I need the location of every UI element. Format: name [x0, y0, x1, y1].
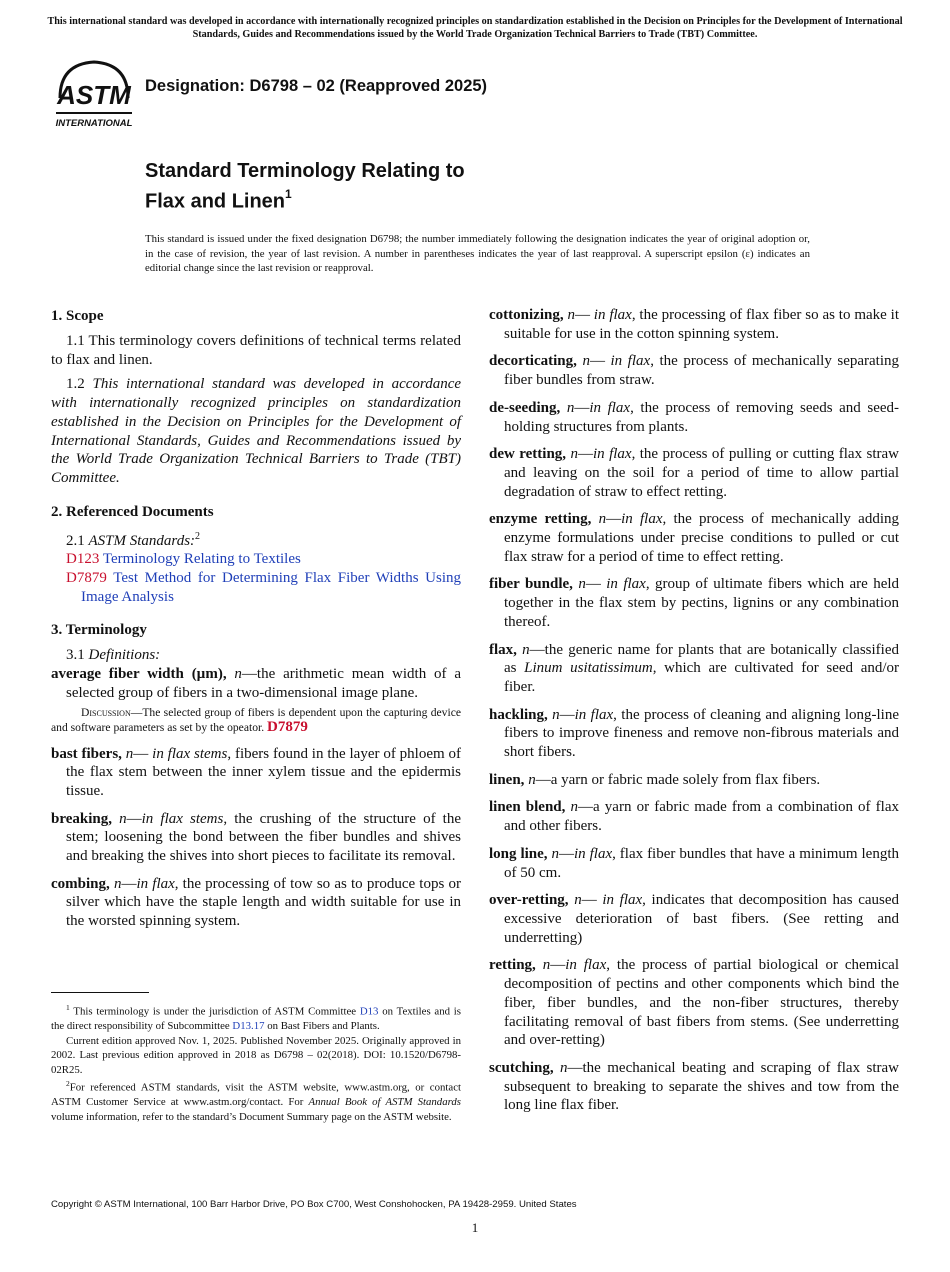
definition-text: , the process of removing seeds and seed-holding structures from plants.	[504, 399, 900, 435]
definition-text: , which are cultivated for seed and/or fiber.	[504, 660, 900, 695]
part-of-speech: n	[578, 576, 586, 593]
definition-text: , the crushing of the structure of the stem; loosening the bond between the fiber bundles and shives and breaking the shives into short pieces to facilitate its removal.	[66, 810, 462, 865]
part-of-speech: n	[119, 810, 127, 827]
page-title: Standard Terminology Relating to Flax and Linen$^1$	[145, 160, 465, 213]
scope-1-2: 1.2 This international standard was developed in accordance with internationally recognized principles on standardization established in the Decision on Principles for the Development of International Standards, Guides and Recommendations issued by the World Trade Organization Technical Barriers to Trade (TBT) Committee.	[51, 376, 462, 486]
part-of-speech: n	[125, 745, 134, 762]
part-of-speech: n	[551, 845, 559, 862]
definition-item	[489, 575, 899, 631]
part-of-speech: n	[598, 511, 607, 528]
definition-lead: —	[574, 307, 594, 323]
definition-term: linen blend,	[489, 799, 566, 816]
definition-lead: —a yarn or fabric made solely from flax fibers.	[535, 771, 821, 788]
definition-item	[489, 891, 899, 947]
page-number: 1	[471, 1220, 479, 1235]
definition-context: in flax stems	[152, 745, 228, 762]
part-of-speech: n	[542, 957, 551, 974]
definition-item	[489, 706, 899, 762]
definition-context: in flax	[593, 307, 632, 323]
definition-text: , the process of mechanically separating fiber bundles from straw.	[504, 353, 900, 389]
definition-context: in flax	[574, 706, 614, 723]
part-of-speech: n	[560, 1059, 568, 1076]
definition-item	[489, 445, 899, 501]
section-heading-scope: 1. Scope	[51, 308, 104, 324]
footnote-2: $^2$For referenced ASTM standards, visit the ASTM website, www.astm.org, or contact ASTM Customer Service at www.astm.org/contact. For Annual Book of ASTM Standards volume information, refer to the standard’s Document Summary page on the ASTM website.	[51, 1079, 461, 1123]
definition-lead: —	[578, 446, 593, 463]
definition-lead: —	[581, 892, 603, 909]
definition-context: in flax	[602, 892, 643, 909]
definition-text: , fibers found in the layer of phloem of the flax stem between the inner xylem tissue and the epidermis tissue.	[66, 745, 462, 799]
definition-context: in flax	[610, 353, 651, 370]
copyright: Copyright © ASTM International, 100 Barr Harbor Drive, PO Box C700, West Conshohocken, PA 19428-2959. United States	[51, 1199, 577, 1210]
definition-text: , the process of pulling or cutting flax straw and leaving on the soil for a period of time to allow partial degradation of straw to effect retting.	[504, 446, 900, 500]
definition-text: , the process of mechanically adding enzyme formulations under precise conditions to pulled or cut flax straw for a period of time to effect retting.	[504, 511, 899, 565]
definition-term: long line,	[489, 845, 548, 862]
definition-item	[489, 771, 899, 790]
part-of-speech: n	[574, 892, 582, 909]
footnote-1: $^1$ This terminology is under the jurisdiction of ASTM Committee D13 on Textiles and is the direct responsibility of Subcommittee D13.17 on Bast Fibers and Plants.	[51, 1003, 461, 1033]
definition-context: in flax	[565, 957, 607, 974]
section-heading-referenced: 2. Referenced Documents	[51, 503, 214, 520]
definition-context: Linum usitatissimum	[524, 660, 653, 677]
part-of-speech: n	[566, 399, 575, 416]
footnotes	[51, 1001, 461, 1124]
definition-context: in flax	[589, 399, 631, 416]
definition-lead: —	[559, 845, 574, 862]
right-column	[489, 306, 899, 1124]
definition-term: scutching,	[489, 1059, 554, 1076]
definition-lead: —	[133, 745, 153, 762]
definition-term: hackling,	[489, 706, 548, 723]
definition-lead: —the generic name for plants that are botanically classified as	[504, 641, 900, 677]
definition-item	[489, 845, 899, 882]
definition-text: , the processing of flax fiber so as to make it suitable for use in the cotton spinning system.	[504, 307, 899, 342]
section-heading-terminology: 3. Terminology	[51, 622, 147, 639]
designation: Designation: D6798 – 02 (Reapproved 2025)	[145, 77, 488, 95]
scope-1-1: 1.1 This terminology covers definitions of technical terms related to flax and linen.	[51, 333, 461, 368]
definition-item	[489, 352, 899, 389]
definition-term: dew retting,	[489, 446, 567, 463]
definition-term: combing,	[51, 875, 110, 892]
definition-term: retting,	[489, 957, 536, 974]
definitions-label: 3.1 Definitions:	[66, 647, 161, 664]
definition-term: breaking,	[51, 810, 112, 827]
definition-term: cottonizing,	[489, 307, 564, 323]
definition-text: , the process of partial biological or chemical decomposition of pectins and other components which bind the fiber, fiber bundles, and the non-fiber structures, thereby facilitating removal of bast fibers from stems. (See underretting and over-retting)	[504, 957, 900, 1049]
definition-term: over-retting,	[489, 892, 569, 909]
definition-item	[489, 641, 899, 697]
definition-context: in flax	[574, 845, 613, 862]
part-of-speech: n	[567, 307, 575, 323]
discussion-ref-d7879[interactable]: D7879	[267, 719, 308, 736]
definition-lead: —	[574, 399, 590, 416]
part-of-speech: n	[113, 875, 122, 892]
definition-text: , the processing of tow so as to produce tops or silver which have the staple length and width suitable for use in the worsted spinning system.	[66, 875, 461, 930]
definition-term: bast fibers,	[51, 745, 122, 762]
definition-term: de-seeding,	[489, 399, 561, 416]
definition-item	[489, 306, 899, 343]
definition-lead: —a yarn or fabric made from a combination of flax and other fibers.	[504, 799, 899, 835]
definition-lead: —	[126, 810, 142, 827]
definition-context: in flax	[593, 446, 632, 463]
link-d13[interactable]: D13	[359, 1005, 379, 1018]
part-of-speech: n	[570, 446, 578, 463]
ref-d123[interactable]: D123 Terminology Relating to Textiles	[66, 551, 301, 568]
part-of-speech: n	[522, 641, 530, 658]
part-of-speech: n	[582, 353, 590, 370]
part-of-speech: n	[570, 799, 579, 816]
definition-text: , indicates that decomposition has caused excessive deterioration of bast fibers. (See retting and underretting)	[504, 892, 899, 946]
intro-paragraph: This standard is issued under the fixed designation D6798; the number immediately following the designation indicates the year of original adoption or, in the case of revision, the year of last revision. A number in parentheses indicates the year of last reapproval. A superscript epsilon (ε) indicates an editorial change since the last revision or reapproval.	[145, 233, 810, 274]
tbt-notice: This international standard was developed in accordance with internationally recognized principles on standardization established in the Decision on Principles for the Development of International Standards, Guides and Recommendations issued by the World Trade Organization Technical Barriers to Trade (TBT) Committee.	[47, 16, 903, 40]
definition-item	[51, 875, 461, 931]
definition-item	[51, 745, 461, 801]
definition-text: , flax fiber bundles that have a minimum length of 50 cm.	[504, 845, 899, 881]
definition-context: in flax stems	[141, 810, 224, 827]
definition-lead: —	[559, 706, 575, 723]
definition-term: enzyme retting,	[489, 511, 592, 528]
definition-term: linen,	[489, 771, 525, 788]
left-column	[51, 306, 461, 940]
definition-text: , the process of cleaning and aligning long-line fibers to improve fineness and remove non-fibrous materials and short fibers.	[504, 706, 900, 761]
definition-item	[489, 399, 899, 436]
definition-lead: —	[585, 576, 607, 593]
astm-logo	[52, 56, 136, 132]
astm-standards-label: 2.1 ASTM Standards:$^2$	[66, 530, 201, 549]
right-definitions-list	[489, 306, 899, 1115]
definition-term: fiber bundle,	[489, 576, 573, 593]
definition-lead: —	[589, 353, 611, 370]
definition-item	[489, 798, 899, 835]
definition-item	[489, 510, 899, 566]
definition-item	[489, 1059, 899, 1115]
definition-lead: —the mechanical beating and scraping of flax straw subsequent to breaking to separate the shives and tow from the long line flax fiber.	[504, 1059, 900, 1114]
link-d13-17[interactable]: D13.17	[232, 1020, 265, 1033]
discussion-note: Discussion—The selected group of fibers is dependent upon the capturing device and software parameters as set by the opeator. D7879	[51, 705, 461, 736]
definition-item	[489, 956, 899, 1050]
definition-lead: —	[606, 511, 622, 528]
logo-subtext: INTERNATIONAL	[55, 118, 133, 129]
definition-context: in flax	[606, 576, 646, 593]
definition-term: flax,	[489, 641, 517, 658]
logo-text: ASTM	[57, 80, 131, 110]
part-of-speech: n	[552, 706, 560, 723]
left-definitions-list	[51, 745, 461, 931]
footnote-rule	[51, 992, 149, 993]
definition-text: , group of ultimate fibers which are held together in the flax stem by pectins, lignins or any combination thereof.	[504, 576, 900, 630]
definition-lead: —	[550, 957, 566, 974]
part-of-speech: n	[528, 771, 536, 788]
definition-term: decorticating,	[489, 353, 577, 370]
definition-context: in flax	[621, 511, 663, 528]
footnote-1-edition: Current edition approved Nov. 1, 2025. Published November 2025. Originally approved in 2002. Last previous edition approved in 2018 as D6798 – 02(2018). DOI: 10.1520/D6798-02R25.	[51, 1034, 461, 1076]
definition-context: in flax	[136, 875, 175, 892]
ref-d7879[interactable]: D7879 Test Method for Determining Flax Fiber Widths Using Image Analysis	[66, 570, 462, 605]
definition-item	[51, 810, 461, 866]
definition-lead: —	[121, 875, 137, 892]
def-average-fiber-width: average fiber width (µm), n—the arithmetic mean width of a selected group of fibers in a two-dimensional image plane.	[51, 666, 462, 701]
